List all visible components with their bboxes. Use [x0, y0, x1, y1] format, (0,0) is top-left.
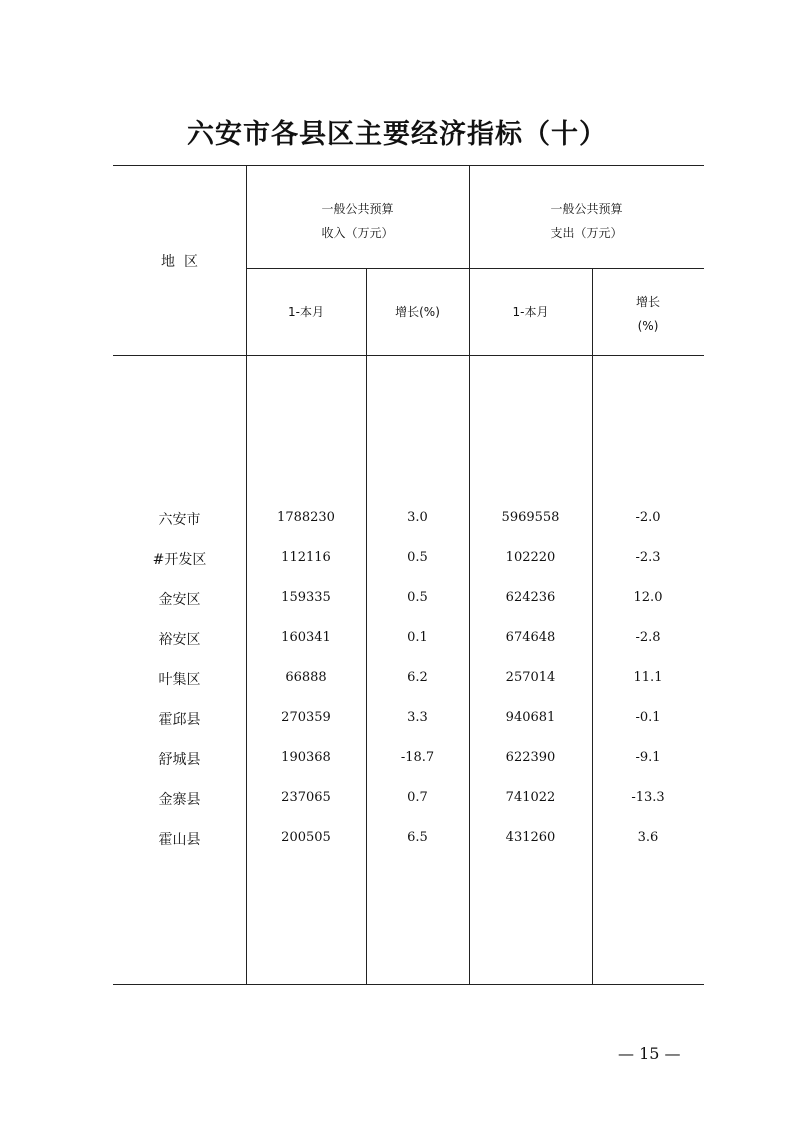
exp-ytd-value: 940681	[505, 710, 556, 725]
row-region: 霍山县	[158, 832, 201, 848]
header-exp-ytd: 1-本月	[512, 305, 549, 319]
rev-growth-value: -18.7	[400, 750, 435, 765]
rev-ytd-value: 159335	[281, 590, 331, 605]
column-divider	[246, 165, 247, 985]
page-number: — 15 —	[618, 1044, 681, 1063]
exp-growth-value: -13.3	[631, 790, 665, 805]
row-region: 六安市	[158, 512, 201, 528]
exp-ytd-value: 622390	[505, 750, 556, 765]
header-region: 地 区	[161, 254, 198, 270]
rev-ytd-value: 190368	[281, 750, 331, 765]
column-divider	[592, 268, 593, 985]
rev-ytd-value: 66888	[285, 670, 327, 685]
header-expenditure-line2: 支出（万元）	[550, 226, 623, 240]
column-divider	[469, 165, 470, 985]
exp-growth-value: -2.8	[635, 630, 661, 645]
group-header-rule	[246, 268, 704, 269]
rev-growth-value: 6.2	[407, 670, 428, 685]
rev-ytd-value: 112116	[281, 550, 331, 565]
header-exp-growth-line2: (%)	[637, 319, 659, 333]
row-region: 霍邱县	[158, 712, 201, 728]
header-rev-growth: 增长(%)	[395, 305, 440, 319]
rev-ytd-value: 237065	[281, 790, 331, 805]
exp-growth-value: -9.1	[635, 750, 661, 765]
exp-ytd-value: 674648	[505, 630, 556, 645]
exp-growth-value: 11.1	[633, 670, 663, 685]
rev-ytd-value: 270359	[281, 710, 331, 725]
exp-growth-value: -2.0	[635, 510, 661, 525]
row-region: 叶集区	[158, 672, 201, 688]
header-exp-growth	[592, 290, 704, 338]
header-rev-ytd: 1-本月	[288, 305, 324, 319]
exp-ytd-value: 102220	[505, 550, 556, 565]
row-region: #开发区	[152, 552, 207, 568]
row-region: 裕安区	[158, 632, 201, 648]
row-region: 金寨县	[158, 792, 201, 808]
header-exp-growth-line1: 增长	[635, 295, 660, 309]
header-expenditure-line1: 一般公共预算	[550, 202, 623, 216]
exp-growth-value: 3.6	[637, 830, 659, 845]
rev-growth-value: 0.5	[407, 550, 428, 565]
rev-growth-value: 3.3	[407, 710, 428, 725]
exp-ytd-value: 257014	[505, 670, 556, 685]
header-revenue-line1: 一般公共预算	[321, 202, 394, 216]
header-bottom-rule	[113, 355, 704, 356]
column-divider	[366, 268, 367, 985]
exp-growth-value: 12.0	[633, 590, 663, 605]
exp-ytd-value: 5969558	[501, 510, 560, 525]
header-expenditure-group	[469, 197, 704, 245]
exp-ytd-value: 741022	[505, 790, 556, 805]
table-bottom-rule	[113, 984, 704, 985]
header-revenue-line2: 收入（万元）	[321, 226, 394, 240]
rev-growth-value: 0.1	[407, 630, 428, 645]
exp-ytd-value: 624236	[505, 590, 556, 605]
rev-growth-value: 0.5	[407, 590, 428, 605]
rev-ytd-value: 200505	[281, 830, 331, 845]
row-region: 舒城县	[158, 752, 201, 768]
rev-growth-value: 3.0	[407, 510, 428, 525]
rev-growth-value: 0.7	[407, 790, 428, 805]
header-revenue-group	[246, 197, 469, 245]
table-top-rule	[113, 165, 704, 166]
rev-growth-value: 6.5	[407, 830, 428, 845]
row-region: 金安区	[158, 592, 201, 608]
exp-growth-value: -2.3	[635, 550, 661, 565]
rev-ytd-value: 160341	[281, 630, 331, 645]
page-title: 六安市各县区主要经济指标（十）	[187, 119, 607, 150]
rev-ytd-value: 1788230	[277, 510, 335, 525]
exp-ytd-value: 431260	[505, 830, 556, 845]
exp-growth-value: -0.1	[635, 710, 661, 725]
